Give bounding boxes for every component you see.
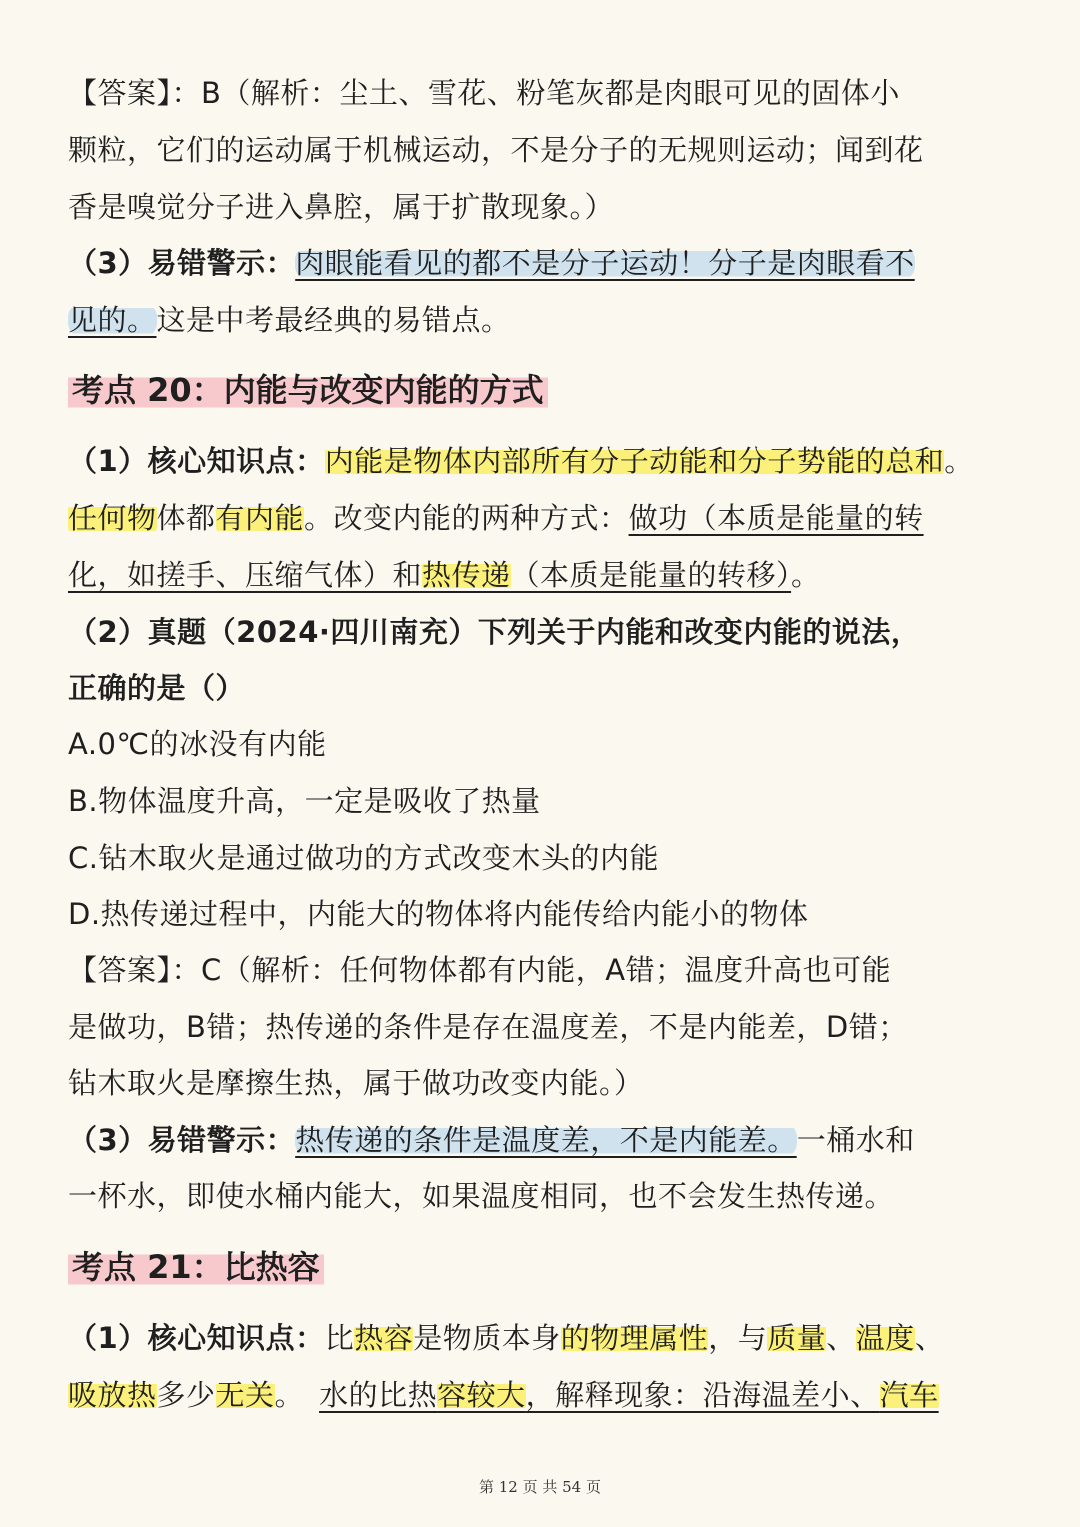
- highlight-temperature: 温度: [855, 1321, 915, 1355]
- option-c: C.钻木取火是通过做功的方式改变木头的内能: [68, 841, 659, 875]
- text: 。: [274, 1378, 305, 1412]
- highlight-irrelevant: 无关: [215, 1378, 275, 1412]
- underline-transfer: （本质是能量的转移）: [510, 558, 792, 592]
- option-a: A.0℃的冰没有内能: [68, 727, 327, 761]
- warning-label: （3）易错警示：: [68, 246, 296, 280]
- highlight-any-object: 任何物: [68, 501, 157, 535]
- punct: 。: [791, 558, 821, 592]
- warning-tail: 一桶水和: [796, 1123, 915, 1157]
- text: 比: [324, 1321, 355, 1355]
- answer-line-1: 【答案】：B（解析：尘土、雪花、粉笔灰都是肉眼可见的固体小: [68, 76, 900, 110]
- core-line-3: [68, 555, 1018, 595]
- warning-highlight-cont: 见的。: [68, 303, 157, 337]
- highlight-heat-transfer: 热传递: [422, 558, 511, 592]
- question-line-2: 正确的是（）: [68, 671, 246, 705]
- section-heading-21: 考点 21：比热容: [68, 1246, 324, 1288]
- core-label: （1）核心知识点：: [68, 1321, 325, 1355]
- underline-work-cont: 化，如搓手、压缩气体）和: [68, 558, 423, 592]
- answer20-line-2: 是做功，B错；热传递的条件是存在温度差，不是内能差，D错；: [68, 1010, 908, 1044]
- answer-line-2: 颗粒，它们的运动属于机械运动，不是分子的无规则运动；闻到花: [68, 133, 924, 167]
- question-line-1: （2）真题（2024·四川南充）下列关于内能和改变内能的说法，: [68, 615, 921, 649]
- core21-line-1: [68, 1318, 1018, 1358]
- text: 体都: [156, 501, 216, 535]
- text: ，与: [708, 1321, 768, 1355]
- highlight-car: 汽车: [879, 1378, 939, 1412]
- underline-water: 水的比热: [319, 1378, 438, 1412]
- warning-tail: 这是中考最经典的易错点。: [156, 303, 511, 337]
- highlight-heat-capacity: 热容: [354, 1321, 414, 1355]
- text: 是物质本身: [413, 1321, 561, 1355]
- text: 、: [914, 1321, 945, 1355]
- core-label: （1）核心知识点：: [68, 444, 325, 478]
- text: 。改变内能的两种方式：: [304, 501, 629, 535]
- section-heading-20: 考点 20：内能与改变内能的方式: [68, 369, 548, 411]
- warning-highlight: 肉眼能看见的都不是分子运动！分子是肉眼看不: [295, 246, 915, 280]
- page-number-footer: 第 12 页 共 54 页: [478, 1478, 601, 1496]
- underline-work: 做功（本质是能量的转: [628, 501, 924, 535]
- option-b: B.物体温度升高，一定是吸收了热量: [68, 784, 541, 818]
- highlight-mass: 质量: [767, 1321, 827, 1355]
- warning-line-2: [68, 300, 1018, 340]
- warning-line-1: [68, 243, 1018, 283]
- warning-highlight: 热传递的条件是温度差，不是内能差。: [295, 1123, 797, 1157]
- warning20-line-1: [68, 1120, 1018, 1160]
- highlight-has-energy: 有内能: [215, 501, 305, 535]
- answer20-line-3: 钻木取火是摩擦生热，属于做功改变内能。）: [68, 1066, 644, 1100]
- highlight-large: 容较大: [437, 1378, 526, 1412]
- highlight-inner-energy: 内能: [324, 444, 384, 478]
- core-line-1: [68, 441, 1018, 481]
- text: 多少: [156, 1378, 216, 1412]
- underline-explain: ，解释现象：沿海温差小、: [525, 1378, 880, 1412]
- core21-line-2: [68, 1375, 1018, 1415]
- answer-line-3: 香是嗅觉分子进入鼻腔，属于扩散现象。）: [68, 190, 615, 224]
- highlight-heat-absorb: 吸放热: [68, 1378, 157, 1412]
- warning20-line-2: 一杯水，即使水桶内能大，如果温度相同，也不会发生热传递。: [68, 1179, 895, 1213]
- highlight-property: 的物理属性: [560, 1321, 709, 1355]
- answer20-line-1: 【答案】：C（解析：任何物体都有内能，A错；温度升高也可能: [68, 953, 892, 987]
- warning-label: （3）易错警示：: [68, 1123, 296, 1157]
- highlight-definition: 是物体内部所有分子动能和分子势能的总和: [383, 444, 945, 478]
- text: 、: [826, 1321, 856, 1355]
- punct: 。: [944, 444, 974, 478]
- core-line-2: [68, 498, 1018, 538]
- option-d: D.热传递过程中，内能大的物体将内能传给内能小的物体: [68, 897, 809, 931]
